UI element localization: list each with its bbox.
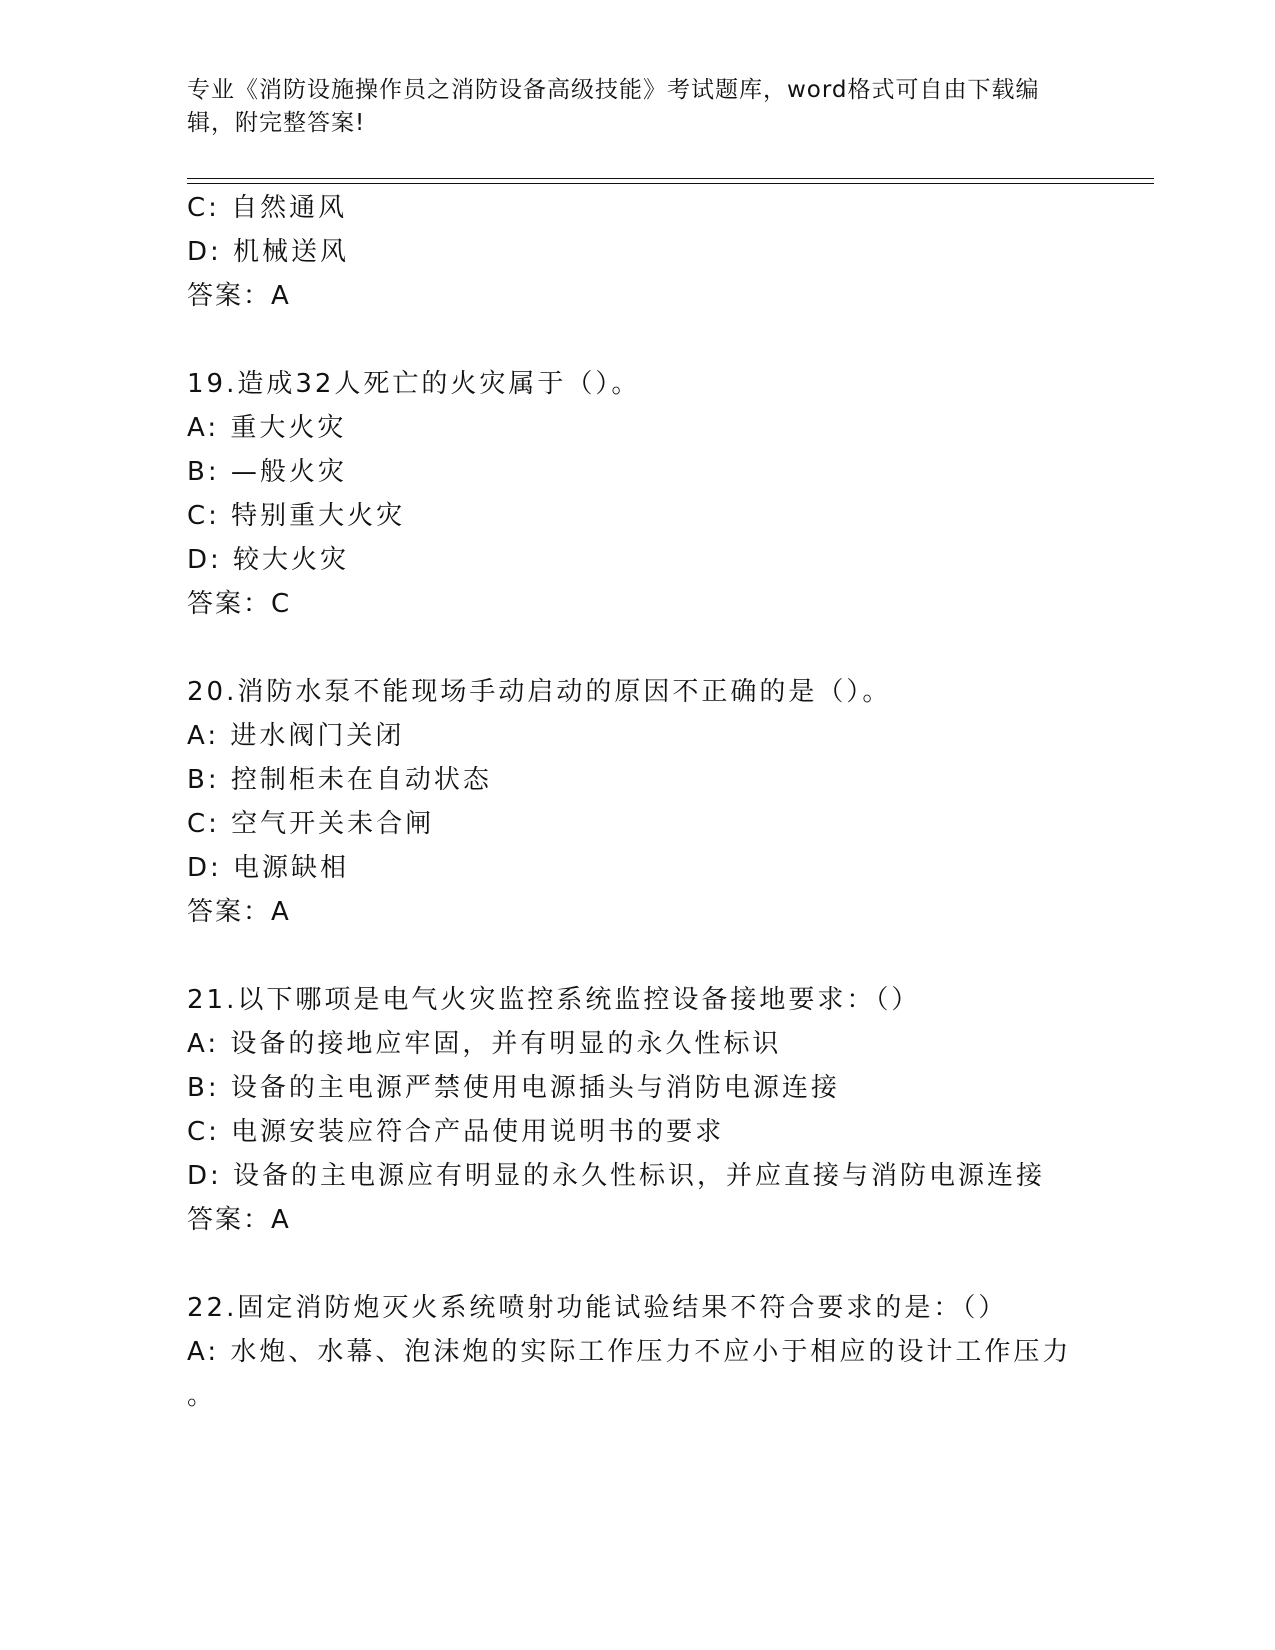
q19-option-b: B: —般火灾	[187, 457, 347, 487]
question-20: 20.消防水泵不能现场手动启动的原因不正确的是（）。	[187, 677, 892, 707]
q20-option-d: D: 电源缺相	[187, 853, 350, 883]
q21-option-d: D: 设备的主电源应有明显的永久性标识，并应直接与消防电源连接	[187, 1161, 1046, 1191]
header-divider-top	[187, 178, 1154, 179]
question-21: 21.以下哪项是电气火灾监控系统监控设备接地要求：（）	[187, 985, 921, 1015]
q19-option-a: A: 重大火灾	[187, 413, 347, 443]
q21-option-a: A: 设备的接地应牢固，并有明显的永久性标识	[187, 1029, 782, 1059]
q20-option-b: B: 控制柜未在自动状态	[187, 765, 492, 795]
document-header: 专业《消防设施操作员之消防设备高级技能》考试题库，word格式可自由下载编辑，附完整答案!	[187, 77, 1040, 136]
q20-option-a: A: 进水阀门关闭	[187, 721, 405, 751]
question-19: 19.造成32人死亡的火灾属于（）。	[187, 369, 641, 399]
q22-option-a: A: 水炮、水幕、泡沫炮的实际工作压力不应小于相应的设计工作压力	[187, 1337, 1072, 1367]
q20-option-c: C: 空气开关未合闸	[187, 809, 435, 839]
prev-option-c: C: 自然通风	[187, 193, 348, 223]
prev-option-d: D: 机械送风	[187, 237, 350, 267]
q20-answer: 答案：A	[187, 897, 291, 927]
q21-answer: 答案：A	[187, 1205, 291, 1235]
prev-answer: 答案：A	[187, 281, 291, 311]
header-divider-bottom	[187, 183, 1154, 184]
q19-answer: 答案：C	[187, 589, 292, 619]
q19-option-c: C: 特别重大火灾	[187, 501, 406, 531]
q21-option-c: C: 电源安装应符合产品使用说明书的要求	[187, 1117, 725, 1147]
q19-option-d: D: 较大火灾	[187, 545, 350, 575]
q22-option-a-continuation: 。	[187, 1381, 217, 1411]
q21-option-b: B: 设备的主电源严禁使用电源插头与消防电源连接	[187, 1073, 840, 1103]
question-22: 22.固定消防炮灭火系统喷射功能试验结果不符合要求的是：（）	[187, 1293, 1008, 1323]
